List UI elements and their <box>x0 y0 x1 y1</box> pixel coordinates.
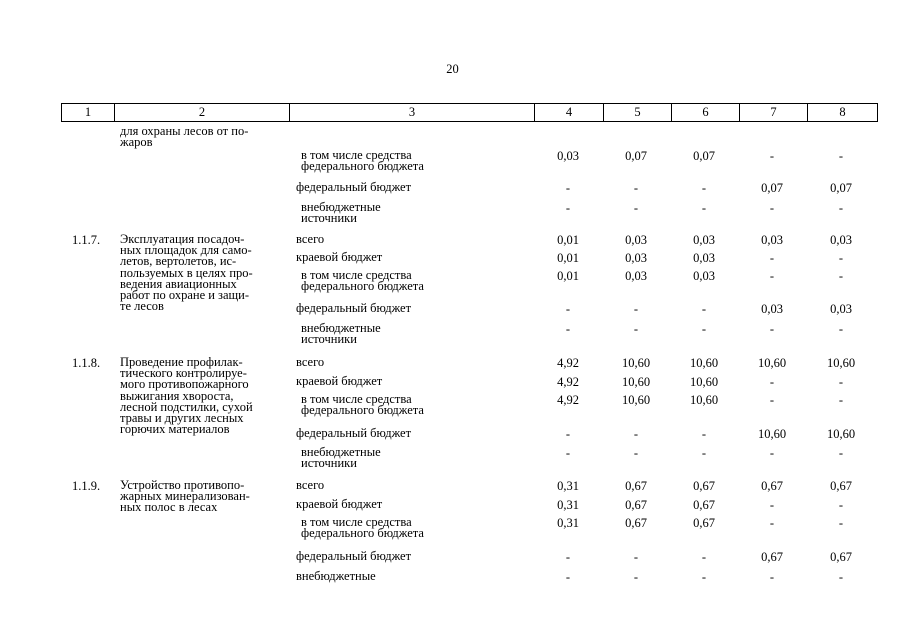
section-1.1.9.-value-3-4: 0,67 <box>830 550 852 564</box>
continued-value-2-4: - <box>838 201 844 215</box>
col-header-3: 3 <box>290 104 535 122</box>
section-1.1.9.-value-4-1: - <box>633 570 639 584</box>
section-1.1.7.-value-3-3: 0,03 <box>761 302 783 316</box>
continued-value-0-2: 0,07 <box>693 149 715 163</box>
section-1.1.8.-value-1-3: - <box>769 375 775 389</box>
section-1.1.8.-value-4-0: - <box>565 446 571 460</box>
section-1.1.8.-value-0-0: 4,92 <box>557 356 579 370</box>
section-1.1.7.-value-1-0: 0,01 <box>557 251 579 265</box>
section-1.1.7.-value-2-1: 0,03 <box>625 269 647 283</box>
continued-value-2-1: - <box>633 201 639 215</box>
section-1.1.7.-value-2-3: - <box>769 269 775 283</box>
continued-value-0-1: 0,07 <box>625 149 647 163</box>
section-1.1.8.-value-3-1: - <box>633 427 639 441</box>
section-1.1.8.-value-1-1: 10,60 <box>621 375 651 389</box>
section-1.1.9.-value-0-2: 0,67 <box>693 479 715 493</box>
section-1.1.7.-value-4-2: - <box>701 322 707 336</box>
page-number: 20 <box>446 62 459 76</box>
section-1.1.8.-value-1-4: - <box>838 375 844 389</box>
section-1.1.7.-value-1-3: - <box>769 251 775 265</box>
section-1.1.7.-value-0-4: 0,03 <box>830 233 852 247</box>
continued-value-0-0: 0,03 <box>557 149 579 163</box>
section-1.1.7.-value-1-1: 0,03 <box>625 251 647 265</box>
section-1.1.9.-value-0-3: 0,67 <box>761 479 783 493</box>
continued-value-2-0: - <box>565 201 571 215</box>
section-1.1.9.-value-1-3: - <box>769 498 775 512</box>
section-1.1.7.-value-0-3: 0,03 <box>761 233 783 247</box>
section-1.1.8.-value-1-2: 10,60 <box>689 375 719 389</box>
section-1.1.8.-source-1: краевой бюджет <box>296 374 383 388</box>
section-number-1.1.8.: 1.1.8. <box>72 356 101 370</box>
section-1.1.9.-value-3-2: - <box>701 550 707 564</box>
section-1.1.9.-value-0-1: 0,67 <box>625 479 647 493</box>
section-1.1.8.-value-0-1: 10,60 <box>621 356 651 370</box>
section-1.1.8.-value-2-3: - <box>769 393 775 407</box>
section-1.1.7.-value-2-0: 0,01 <box>557 269 579 283</box>
section-1.1.9.-value-4-3: - <box>769 570 775 584</box>
section-1.1.9.-value-4-0: - <box>565 570 571 584</box>
section-1.1.9.-value-1-2: 0,67 <box>693 498 715 512</box>
section-1.1.8.-source-0: всего <box>296 355 325 369</box>
section-1.1.7.-value-4-1: - <box>633 322 639 336</box>
section-1.1.7.-value-1-2: 0,03 <box>693 251 715 265</box>
section-1.1.7.-value-1-4: - <box>838 251 844 265</box>
section-1.1.9.-value-3-3: 0,67 <box>761 550 783 564</box>
section-1.1.9.-value-3-0: - <box>565 550 571 564</box>
column-header-row <box>61 103 878 122</box>
continued-value-1-1: - <box>633 181 639 195</box>
section-1.1.7.-source-2: в том числе средства федерального бюджета <box>301 268 424 294</box>
section-1.1.7.-value-2-2: 0,03 <box>693 269 715 283</box>
col-header-8: 8 <box>808 104 878 122</box>
section-description-1.1.7.: Эксплуатация посадоч- ных площадок для само- летов, вертолетов, ис- пользуемых в целях про- ведения авиационных работ по охране и защи- те лесов <box>120 232 253 314</box>
section-1.1.8.-value-2-4: - <box>838 393 844 407</box>
section-1.1.7.-value-0-1: 0,03 <box>625 233 647 247</box>
section-1.1.9.-value-3-1: - <box>633 550 639 564</box>
section-1.1.9.-value-0-4: 0,67 <box>830 479 852 493</box>
section-1.1.8.-value-4-2: - <box>701 446 707 460</box>
col-header-5: 5 <box>604 104 672 122</box>
section-1.1.9.-source-0: всего <box>296 478 325 492</box>
section-1.1.8.-value-2-0: 4,92 <box>557 393 579 407</box>
section-description-1.1.9.: Устройство противопо- жарных минерализован- ных полос в лесах <box>120 478 250 515</box>
section-1.1.8.-source-2: в том числе средства федерального бюджета <box>301 392 424 418</box>
section-1.1.8.-value-3-4: 10,60 <box>826 427 856 441</box>
section-1.1.9.-value-2-4: - <box>838 516 844 530</box>
continued-value-2-3: - <box>769 201 775 215</box>
col-header-1: 1 <box>62 104 115 122</box>
continued-source-0: в том числе средства федерального бюджета <box>301 148 424 174</box>
section-1.1.9.-value-2-0: 0,31 <box>557 516 579 530</box>
continued-value-1-0: - <box>565 181 571 195</box>
continued-description: для охраны лесов от по- жаров <box>120 124 249 150</box>
section-1.1.7.-value-2-4: - <box>838 269 844 283</box>
section-1.1.7.-value-4-4: - <box>838 322 844 336</box>
section-1.1.8.-value-2-2: 10,60 <box>689 393 719 407</box>
section-1.1.8.-value-4-1: - <box>633 446 639 460</box>
section-1.1.8.-value-0-2: 10,60 <box>689 356 719 370</box>
section-1.1.7.-source-1: краевой бюджет <box>296 250 383 264</box>
section-1.1.8.-value-4-4: - <box>838 446 844 460</box>
section-number-1.1.7.: 1.1.7. <box>72 233 101 247</box>
section-1.1.8.-value-2-1: 10,60 <box>621 393 651 407</box>
section-1.1.9.-value-4-2: - <box>701 570 707 584</box>
section-1.1.8.-value-4-3: - <box>769 446 775 460</box>
section-1.1.7.-value-4-3: - <box>769 322 775 336</box>
section-1.1.7.-value-3-0: - <box>565 302 571 316</box>
section-1.1.9.-value-2-1: 0,67 <box>625 516 647 530</box>
continued-value-2-2: - <box>701 201 707 215</box>
section-1.1.7.-source-3: федеральный бюджет <box>296 301 412 315</box>
continued-value-0-3: - <box>769 149 775 163</box>
section-1.1.7.-value-3-4: 0,03 <box>830 302 852 316</box>
continued-value-0-4: - <box>838 149 844 163</box>
section-1.1.8.-value-0-4: 10,60 <box>826 356 856 370</box>
section-1.1.8.-value-3-2: - <box>701 427 707 441</box>
section-1.1.7.-value-0-0: 0,01 <box>557 233 579 247</box>
section-1.1.8.-value-1-0: 4,92 <box>557 375 579 389</box>
section-1.1.7.-value-3-1: - <box>633 302 639 316</box>
section-1.1.7.-source-0: всего <box>296 232 325 246</box>
section-1.1.9.-source-1: краевой бюджет <box>296 497 383 511</box>
section-1.1.7.-value-4-0: - <box>565 322 571 336</box>
section-1.1.9.-source-3: федеральный бюджет <box>296 549 412 563</box>
section-1.1.8.-value-3-3: 10,60 <box>757 427 787 441</box>
section-1.1.9.-value-1-0: 0,31 <box>557 498 579 512</box>
section-1.1.8.-source-3: федеральный бюджет <box>296 426 412 440</box>
col-header-4: 4 <box>535 104 604 122</box>
section-1.1.9.-value-2-2: 0,67 <box>693 516 715 530</box>
section-1.1.7.-value-0-2: 0,03 <box>693 233 715 247</box>
section-1.1.8.-source-4: внебюджетные источники <box>301 445 381 471</box>
section-1.1.9.-value-1-4: - <box>838 498 844 512</box>
section-1.1.8.-value-0-3: 10,60 <box>757 356 787 370</box>
continued-value-1-4: 0,07 <box>830 181 852 195</box>
continued-value-1-2: - <box>701 181 707 195</box>
section-1.1.9.-source-2: в том числе средства федерального бюджета <box>301 515 424 541</box>
section-1.1.9.-value-4-4: - <box>838 570 844 584</box>
section-number-1.1.9.: 1.1.9. <box>72 479 101 493</box>
section-1.1.9.-value-2-3: - <box>769 516 775 530</box>
col-header-7: 7 <box>740 104 808 122</box>
col-header-2: 2 <box>115 104 290 122</box>
section-1.1.7.-value-3-2: - <box>701 302 707 316</box>
continued-value-1-3: 0,07 <box>761 181 783 195</box>
section-1.1.9.-value-0-0: 0,31 <box>557 479 579 493</box>
col-header-6: 6 <box>672 104 740 122</box>
section-1.1.7.-source-4: внебюджетные источники <box>301 321 381 347</box>
section-1.1.9.-source-4: внебюджетные <box>296 569 376 583</box>
section-description-1.1.8.: Проведение профилак- тического контролируе- мого противопожарного выжигания хвороста, лесной подстилки, сухой травы и других лесных горючих материалов <box>120 355 253 437</box>
continued-source-2: внебюджетные источники <box>301 200 381 226</box>
continued-source-1: федеральный бюджет <box>296 180 412 194</box>
section-1.1.8.-value-3-0: - <box>565 427 571 441</box>
section-1.1.9.-value-1-1: 0,67 <box>625 498 647 512</box>
